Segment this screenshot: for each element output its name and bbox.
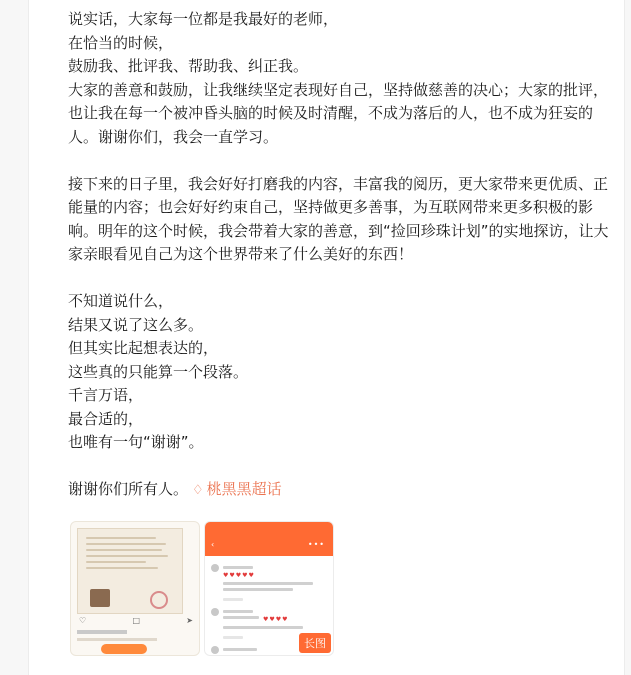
text-line: 人。谢谢你们，我会一直学习。 (68, 127, 279, 146)
text-line: 响。明年的这个时候，我会带着大家的善意，到“捡回珍珠计划”的实地探访，让大 (68, 221, 609, 240)
topic-link-label: 桃黑黑超话 (206, 480, 282, 498)
text-line: 结果又说了这么多。 (68, 315, 204, 334)
long-image-badge: 长图 (299, 633, 331, 653)
text-line: 接下来的日子里，我会好好打磨我的内容，丰富我的阅历，更大家带来更优质、正 (68, 174, 609, 193)
photo-image (90, 589, 110, 607)
stamp-image (150, 591, 168, 609)
topic-link[interactable] (192, 480, 282, 498)
avatar (211, 608, 219, 616)
hearts-icon: ♥♥♥♥ (263, 616, 289, 623)
share-icon: ➤ (186, 616, 193, 625)
text-line: 在恰当的时候， (68, 33, 174, 52)
closing-text: 谢谢你们所有人。 (68, 480, 189, 498)
paragraph-1 (68, 8, 613, 149)
text-line: 能量的内容；也会好好约束自己，坚持做更多善事，为互联网带来更多积极的影 (68, 198, 594, 216)
thumbnail-comments[interactable] (204, 521, 334, 656)
paragraph-2 (68, 173, 613, 267)
text-line: 这些真的只能算一个段落。 (68, 362, 249, 381)
heart-icon: ♡ (79, 616, 87, 625)
letter-image (77, 528, 183, 614)
text-line: 说实话，大家每一位都是我最好的老师， (68, 10, 339, 28)
hearts-icon: ♥♥♥♥♥ (223, 572, 255, 579)
text-line: 大家的善意和鼓励，让我继续坚定表现好自己，坚持做慈善的决心；大家的批评， (68, 80, 609, 99)
text-line: 也让我在每一个被冲昏头脑的时候及时清醒，不成为落后的人，也不成为狂妄的 (68, 104, 594, 122)
more-icon: ••• (307, 540, 325, 549)
text-line: 家亲眼看见自己为这个世界带来了什么美好的东西！ (68, 245, 414, 263)
thumbnail-button (101, 644, 147, 654)
avatar (211, 646, 219, 654)
comment-icon: □ (132, 616, 141, 625)
thumbnail-actions (79, 616, 193, 625)
post-body (68, 8, 613, 503)
right-frame (624, 0, 631, 675)
thumbnail-letter[interactable] (70, 521, 200, 656)
thumbnail-text-line (77, 638, 157, 641)
text-line: 不知道说什么， (68, 292, 174, 310)
avatar (211, 564, 219, 572)
text-line: 最合适的， (68, 409, 144, 428)
paragraph-3 (68, 290, 613, 455)
text-line: 鼓励我、批评我、帮助我、纠正我。 (68, 57, 309, 75)
closing-line (68, 478, 613, 503)
text-line: 也唯有一句“谢谢”。 (68, 433, 204, 451)
back-icon: ‹ (211, 540, 215, 549)
left-frame (0, 0, 29, 675)
text-line: 千言万语， (68, 386, 144, 404)
text-line: 但其实比起想表达的， (68, 339, 219, 357)
diamond-icon: ♢ (192, 483, 204, 498)
thumbnail-header (205, 522, 333, 556)
thumbnail-text-line (77, 630, 127, 634)
